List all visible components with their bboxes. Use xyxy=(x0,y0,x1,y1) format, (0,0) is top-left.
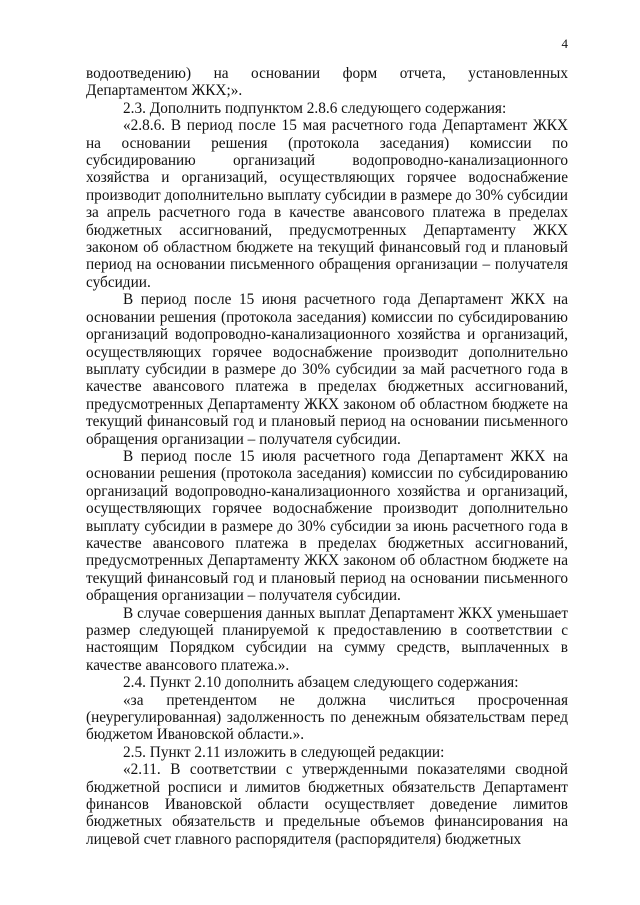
paragraph-7: 2.4. Пункт 2.10 дополнить абзацем следующего содержания: xyxy=(123,674,519,692)
paragraph-3: «2.8.6. В период после 15 мая расчетного года Департамент ЖКХ на основании решения (протокола заседания) комиссии по субсидированию организаций водопроводно-канализационного хозяйства и организаций, осуществляющих горячее водоснабжение производит дополнительно выплату субсидии в размере до 30% субсидии за апрель расчетного года в качестве авансового платежа в пределах бюджетных ассигнований, предусмотренных Департаменту ЖКХ законом об областном бюджете на текущий финансовый год и плановый период на основании письменного обращения организации – получателя субсидии. xyxy=(86,117,568,291)
document-body xyxy=(86,65,568,848)
paragraph-5: В период после 15 июля расчетного года Департамент ЖКХ на основании решения (протокола заседания) комиссии по субсидированию организаций водопроводно-канализационного хозяйства и организаций, осуществляющих горячее водоснабжение производит дополнительно выплату субсидии в размере до 30% субсидии за июнь расчетного года в качестве авансового платежа в пределах бюджетных ассигнований, предусмотренных Департаменту ЖКХ законом об областном бюджете на текущий финансовый год и плановый период на основании письменного обращения организации – получателя субсидии. xyxy=(86,447,568,605)
page-number: 4 xyxy=(561,36,568,51)
paragraph-10: «2.11. В соответствии с утвержденными показателями сводной бюджетной росписи и лимитов бюджетных обязательств Департамент финансов Ивановской области осуществляет доведение лимитов бюджетных обязательств и предельные объемов финансирования на лицевой счет главного распорядителя (распорядителя) бюджетных xyxy=(86,761,568,848)
paragraph-1: водоотведению) на основании форм отчета, установленных Департаментом ЖКХ;». xyxy=(86,65,568,100)
paragraph-6: В случае совершения данных выплат Департамент ЖКХ уменьшает размер следующей планируемой к предоставлению в соответствии с настоящим Порядком субсидии на сумму средств, выплаченных в качестве авансового платежа.». xyxy=(86,604,568,674)
paragraph-8: «за претендентом не должна числиться просроченная (неурегулированная) задолженность по денежным обязательствам перед бюджетом Ивановской области.». xyxy=(86,691,568,744)
paragraph-2: 2.3. Дополнить подпунктом 2.8.6 следующего содержания: xyxy=(123,99,507,117)
paragraph-4: В период после 15 июня расчетного года Департамент ЖКХ на основании решения (протокола заседания) комиссии по субсидированию организаций водопроводно-канализационного хозяйства и организаций, осуществляющих горячее водоснабжение производит дополнительно выплату субсидии в размере до 30% субсидии за май расчетного года в качестве авансового платежа в пределах бюджетных ассигнований, предусмотренных Департаменту ЖКХ законом об областном бюджете на текущий финансовый год и плановый период на основании письменного обращения организации – получателя субсидии. xyxy=(86,291,568,448)
paragraph-9: 2.5. Пункт 2.11 изложить в следующей редакции: xyxy=(123,743,445,761)
